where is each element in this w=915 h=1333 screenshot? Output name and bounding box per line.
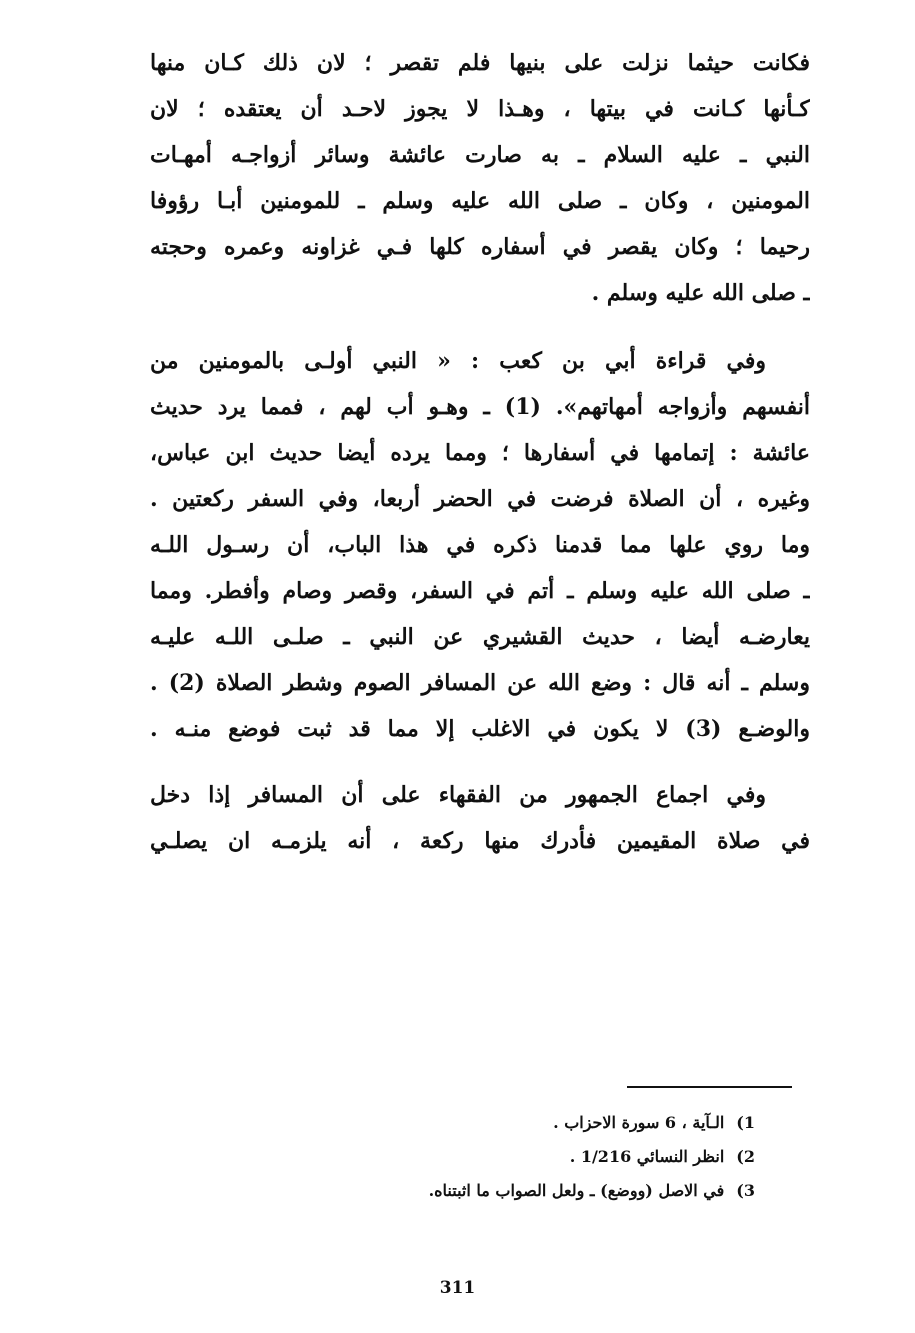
footnotes — [300, 1106, 755, 1208]
text-line: في صلاة المقيمين فأدرك منها ركعة ، أنه يلزمـه ان يصلـي — [150, 828, 810, 854]
text-line: المومنين ، وكان ـ صلى الله عليه وسلم ـ للمومنين أبـا رؤوفا — [150, 188, 810, 214]
text-line: وغيره ، أن الصلاة فرضت في الحضر أربعا، وفي السفر ركعتين . — [150, 486, 810, 512]
text-line: وفي اجماع الجمهور من الفقهاء على أن المسافر إذا دخل — [150, 782, 766, 808]
body-paragraph-2 — [150, 338, 810, 752]
footnote-1 — [300, 1106, 755, 1140]
text-line: النبي ـ عليه السلام ـ به صارت عائشة وسائر أزواجـه أمهـات — [150, 142, 810, 168]
text-line: وسلم ـ أنه قال : وضع الله عن المسافر الصوم وشطر الصلاة (2) . — [150, 670, 810, 696]
text-line: فكانت حيثما نزلت على بنيها فلم تقصر ؛ لان ذلك كـان منها — [150, 50, 810, 76]
text-line: يعارضـه أيضا ، حديث القشيري عن النبي ـ صلـى اللـه عليـه — [150, 624, 810, 650]
footnote-text: الـآية ، 6 سورة الاحزاب . — [553, 1113, 725, 1132]
footnote-separator — [627, 1086, 792, 1088]
text-line: وما روي علها مما قدمنا ذكره في هذا الباب، أن رسـول اللـه — [150, 532, 810, 558]
text-line: عائشة : إتمامها في أسفارها ؛ ومما يرده أيضا حديث ابن عباس، — [150, 440, 810, 466]
page-number: 311 — [439, 1278, 476, 1298]
text-line: والوضـع (3) لا يكون في الاغلب إلا مما قد ثبت فوضع منـه . — [150, 716, 810, 742]
text-line: رحيما ؛ وكان يقصر في أسفاره كلها فـي غزاونه وعمره وحجته — [150, 234, 810, 260]
text-line: أنفسهم وأزواجه أمهاتهم». (1) ـ وهـو أب لهم ، فمما يرد حديث — [150, 394, 810, 420]
footnote-number: 3) — [736, 1181, 755, 1200]
footnote-number: 2) — [736, 1147, 755, 1166]
footnote-number: 1) — [736, 1113, 755, 1132]
text-line: ـ صلى الله عليه وسلم . — [591, 280, 810, 306]
text-line: وفي قراءة أبي بن كعب : « النبي أولـى بالمومنين من — [150, 348, 766, 374]
footnote-3 — [300, 1174, 755, 1208]
body-paragraph-1 — [150, 40, 810, 316]
text-line: كـأنها كـانت في بيتها ، وهـذا لا يجوز لاحـد أن يعتقده ؛ لان — [150, 96, 810, 122]
body-paragraph-3 — [150, 772, 810, 864]
text-line: ـ صلى الله عليه وسلم ـ أتم في السفر، وقصر وصام وأفطر. ومما — [150, 578, 810, 604]
footnote-text: في الاصل (ووضع) ـ ولعل الصواب ما اثبتناه. — [428, 1181, 725, 1200]
footnote-2 — [300, 1140, 755, 1174]
footnote-text: انظر النسائي 1/216 . — [569, 1147, 725, 1166]
